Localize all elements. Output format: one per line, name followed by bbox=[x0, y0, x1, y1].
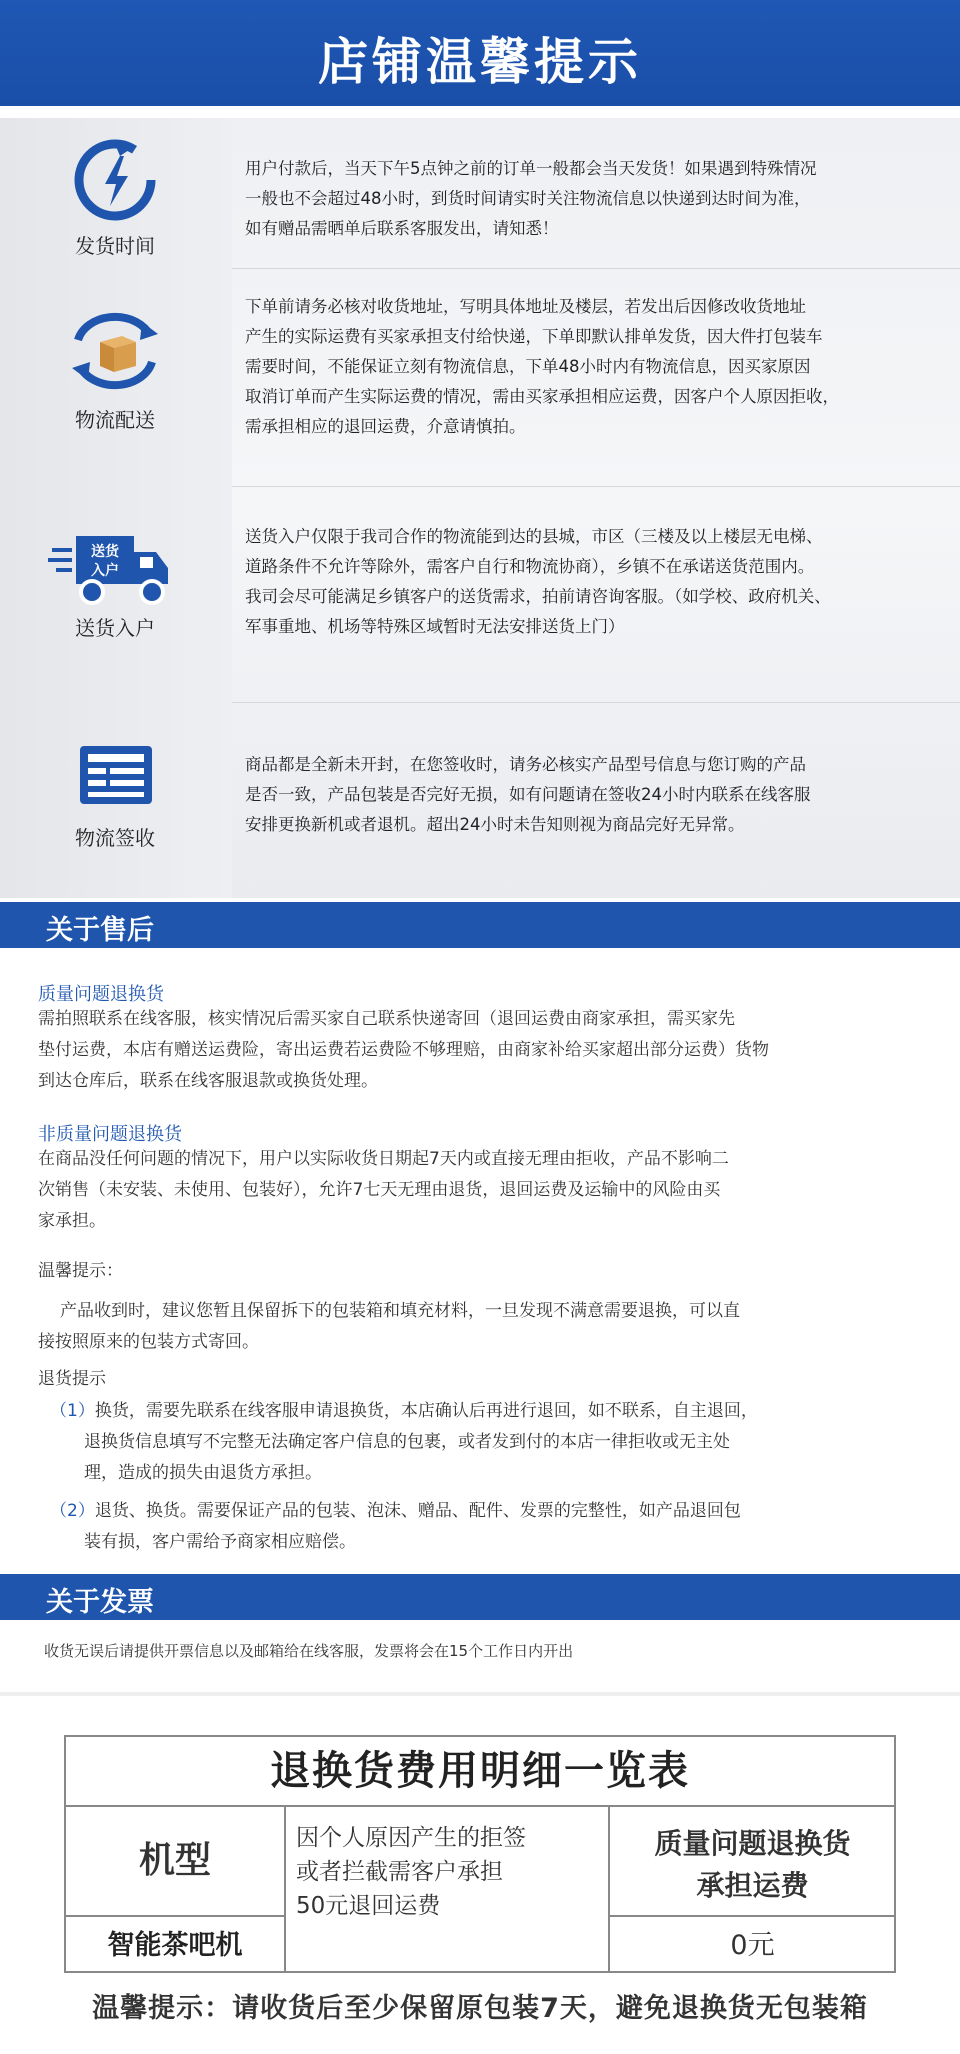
table-row-divider bbox=[66, 1915, 286, 1917]
tip-label: 送货入户 bbox=[75, 616, 155, 640]
receipt-form-icon bbox=[60, 738, 170, 828]
text-line: 退货、换货。需要保证产品的包装、泡沫、赠品、配件、发票的完整性，如产品退回包 bbox=[94, 1501, 741, 1521]
tip-text bbox=[245, 522, 935, 642]
quality-return-heading: 质量问题退换货 bbox=[38, 984, 164, 1005]
tip-label: 物流签收 bbox=[75, 826, 155, 850]
tip-line: 军事重地、机场等特殊区域暂时无法安排送货上门） bbox=[245, 617, 625, 636]
text-line: 承担运费 bbox=[696, 1869, 809, 1902]
text-line: 50元退回运费 bbox=[296, 1893, 441, 1919]
tip-label: 物流配送 bbox=[75, 408, 155, 432]
table-col-divider bbox=[284, 1807, 286, 1973]
personal-reason-fee-cell bbox=[296, 1821, 616, 1923]
tip-line: 产生的实际运费有买家承担支付给快递，下单即默认排单发货，因大件打包装车 bbox=[245, 327, 823, 346]
quality-fee-cell: 0元 bbox=[730, 1930, 775, 1961]
aftersale-section-bar bbox=[0, 902, 960, 948]
tip-line: 送货入户仅限于我司合作的物流能到达的县城，市区（三楼及以上楼层无电梯、 bbox=[245, 527, 823, 546]
step-number: （2） bbox=[50, 1501, 95, 1521]
tip-line: 如有赠品需晒单后联系客服发出，请知悉！ bbox=[245, 219, 559, 238]
text-line: 因个人原因产生的拒签 bbox=[296, 1825, 526, 1851]
text-line: 质量问题退换货 bbox=[654, 1827, 851, 1860]
text-line: 换货，需要先联系在线客服申请退换货，本店确认后再进行退回，如不联系，自主退回， bbox=[94, 1401, 758, 1421]
tip-text bbox=[245, 750, 935, 840]
fee-table-title: 退换货费用明细一览表 bbox=[66, 1737, 894, 1807]
box-cycle-icon bbox=[60, 306, 170, 396]
divider bbox=[232, 702, 960, 703]
shop-tips-panel bbox=[0, 118, 960, 898]
text-line: 到达仓库后，联系在线客服退款或换货处理。 bbox=[38, 1071, 378, 1091]
delivery-truck-icon bbox=[48, 530, 178, 620]
divider bbox=[0, 1692, 960, 1696]
table-header-model: 机型 bbox=[138, 1840, 211, 1881]
section-title: 关于售后 bbox=[46, 915, 154, 946]
fee-table bbox=[64, 1735, 896, 1973]
tip-line: 商品都是全新未开封，在您签收时，请务必核实产品型号信息与您订购的产品 bbox=[245, 755, 806, 774]
text-line: 次销售（未安装、未使用、包装好），允许7七天无理由退货，退回运费及运输中的风险由买 bbox=[38, 1180, 721, 1200]
step-number: （1） bbox=[50, 1401, 95, 1421]
tip-text bbox=[245, 292, 935, 442]
tip-line: 我司会尽可能满足乡镇客户的送货需求，拍前请咨询客服。（如学校、政府机关、 bbox=[245, 587, 831, 606]
text-line: 或者拦截需客户承担 bbox=[296, 1859, 503, 1885]
warm-tip-heading: 温馨提示： bbox=[38, 1261, 123, 1281]
tip-line: 用户付款后，当天下午5点钟之前的订单一般都会当天发货！如果遇到特殊情况 bbox=[245, 159, 817, 178]
text-line: 接按照原来的包装方式寄回。 bbox=[38, 1332, 259, 1352]
tip-line: 需承担相应的退回运费，介意请慎拍。 bbox=[245, 417, 526, 436]
page-title: 店铺温馨提示 bbox=[318, 33, 642, 91]
invoice-text: 收货无误后请提供开票信息以及邮箱给在线客服，发票将会在15个工作日内开出 bbox=[44, 1642, 574, 1660]
text-line: 在商品没任何问题的情况下，用户以实际收货日期起7天内或直接无理由拒收，产品不影响二 bbox=[38, 1149, 729, 1169]
nonquality-return-heading: 非质量问题退换货 bbox=[38, 1124, 182, 1145]
tip-line: 一般也不会超过48小时，到货时间请实时关注物流信息以快递到达时间为准， bbox=[245, 189, 811, 208]
section-title: 关于发票 bbox=[46, 1587, 154, 1618]
text-line: 产品收到时，建议您暂且保留拆下的包装箱和填充材料，一旦发现不满意需要退换，可以直 bbox=[60, 1301, 740, 1321]
return-step-1 bbox=[50, 1396, 930, 1489]
divider bbox=[232, 268, 960, 269]
nonquality-return-text bbox=[38, 1144, 938, 1237]
truck-text-line: 送货 bbox=[91, 544, 119, 560]
model-name-cell: 智能茶吧机 bbox=[107, 1930, 243, 1961]
text-line: 家承担。 bbox=[38, 1211, 106, 1231]
text-line: 理，造成的损失由退货方承担。 bbox=[84, 1463, 322, 1483]
aftersale-content bbox=[0, 948, 960, 1570]
tip-line: 安排更换新机或者退机。超出24小时未告知则视为商品完好无异常。 bbox=[245, 815, 745, 834]
return-tip-heading: 退货提示 bbox=[38, 1369, 106, 1389]
fee-note: 温馨提示：请收货后至少保留原包装7天，避免退换货无包装箱 bbox=[92, 1993, 868, 2024]
text-line: 垫付运费，本店有赠送运费险，寄出运费若运费险不够理赔，由商家补给买家超出部分运费）货物 bbox=[38, 1040, 769, 1060]
quality-return-text bbox=[38, 1004, 938, 1097]
text-line: 需拍照联系在线客服，核实情况后需买家自己联系快递寄回（退回运费由商家承担，需买家先 bbox=[38, 1009, 735, 1029]
invoice-section-bar bbox=[0, 1574, 960, 1620]
tip-label: 发货时间 bbox=[75, 234, 155, 258]
divider bbox=[232, 486, 960, 487]
tip-line: 下单前请务必核对收货地址，写明具体地址及楼层，若发出后因修改收货地址 bbox=[245, 297, 806, 316]
tip-text bbox=[245, 154, 935, 244]
tip-line: 取消订单而产生实际运费的情况，需由买家承担相应运费，因客户个人原因拒收， bbox=[245, 387, 839, 406]
return-step-2 bbox=[50, 1496, 930, 1558]
table-row-divider bbox=[608, 1915, 894, 1917]
warm-tip-text bbox=[38, 1296, 940, 1358]
text-line: 装有损，客户需给予商家相应赔偿。 bbox=[84, 1532, 356, 1552]
tip-line: 是否一致，产品包装是否完好无损，如有问题请在签收24小时内联系在线客服 bbox=[245, 785, 811, 804]
tip-line: 需要时间，不能保证立刻有物流信息，下单48小时内有物流信息，因买家原因 bbox=[245, 357, 811, 376]
text-line: 退换货信息填写不完整无法确定客户信息的包裹，或者发到付的本店一律拒收或无主处 bbox=[84, 1432, 730, 1452]
clock-bolt-icon bbox=[60, 138, 170, 228]
quality-return-header-cell bbox=[611, 1823, 894, 1907]
truck-text-line: 入户 bbox=[91, 563, 119, 579]
header-banner bbox=[0, 0, 960, 112]
tip-line: 道路条件不允许等除外，需客户自行和物流协商），乡镇不在承诺送货范围内。 bbox=[245, 557, 815, 576]
